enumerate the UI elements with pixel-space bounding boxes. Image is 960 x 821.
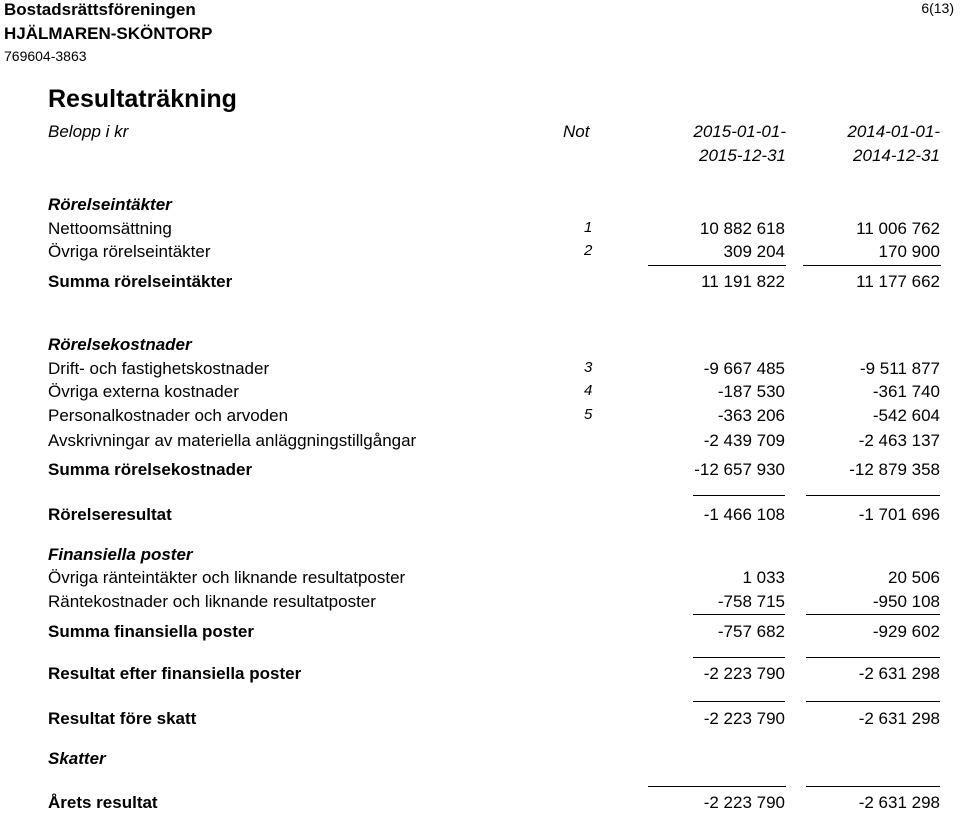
result-value-2015: -2 223 790 [703,664,785,683]
row-value-2015: -187 530 [717,382,785,401]
row-value-2015: -758 715 [717,592,785,611]
row-value-2015: -2 439 709 [703,431,785,450]
org-name-secondary: HJÄLMAREN-SKÖNTORP [4,24,213,43]
sum-label: Summa rörelsekostnader [48,460,253,479]
sum-rule [693,495,785,496]
sum-rule [693,614,785,615]
row-value-2015: 1 033 [742,568,785,587]
sum-rule [648,265,786,266]
row-value-2014: -361 740 [872,382,940,401]
result-value-2014: -2 631 298 [858,793,940,812]
column-header-2015-start: 2015-01-01- [693,122,786,141]
row-value-2014: 170 900 [878,242,940,261]
row-label: Avskrivningar av materiella anläggningstillgångar [48,431,417,450]
section-heading-rorelsekostnader: Rörelsekostnader [48,335,192,354]
sum-value-2015: 11 191 822 [701,272,785,291]
row-value-2014: -9 511 877 [859,359,940,378]
column-header-label: Belopp i kr [48,122,129,141]
result-value-2014: -2 631 298 [858,664,940,683]
sum-rule [693,657,785,658]
sum-rule [806,786,940,787]
row-note: 4 [584,382,593,399]
section-heading-rorelseintakter: Rörelseintäkter [48,195,172,214]
row-value-2014: 20 506 [888,568,940,587]
section-heading-finansiella: Finansiella poster [48,545,193,564]
page-title: Resultaträkning [48,85,237,113]
page-number: 6(13) [921,0,954,16]
sum-value-2015: -757 682 [717,622,785,641]
column-header-2015-end: 2015-12-31 [699,146,786,165]
section-heading-skatter: Skatter [48,749,106,768]
row-value-2014: -542 604 [872,406,940,425]
result-value-2015: -2 223 790 [703,793,785,812]
row-value-2015: -9 667 485 [703,359,785,378]
row-label: Personalkostnader och arvoden [48,406,289,425]
result-value-2014: -2 631 298 [858,709,940,728]
row-value-2015: 309 204 [723,242,785,261]
row-note: 5 [584,406,593,423]
row-note: 2 [584,242,593,259]
row-label: Övriga rörelseintäkter [48,242,211,261]
column-header-note: Not [563,122,590,141]
column-header-2014-start: 2014-01-01- [847,122,940,141]
sum-rule [693,701,785,702]
sum-label: Summa finansiella poster [48,622,254,641]
result-label: Årets resultat [48,793,158,812]
row-label: Övriga ränteintäkter och liknande resultatposter [48,568,406,587]
row-value-2014: -2 463 137 [858,431,940,450]
sum-rule [806,495,940,496]
sum-rule [806,701,940,702]
row-value-2014: -950 108 [872,592,940,611]
sum-value-2015: -12 657 930 [694,460,785,479]
sum-label: Summa rörelseintäkter [48,272,233,291]
org-number: 769604-3863 [4,48,87,64]
row-value-2014: 11 006 762 [856,219,940,238]
row-label: Drift- och fastighetskostnader [48,359,270,378]
column-header-2014-end: 2014-12-31 [853,146,940,165]
org-name: Bostadsrättsföreningen [4,0,196,19]
sum-rule [648,786,786,787]
row-value-2015: -363 206 [717,406,785,425]
row-label: Nettoomsättning [48,219,172,238]
result-value-2015: -2 223 790 [703,709,785,728]
sum-value-2014: -12 879 358 [849,460,940,479]
row-label: Räntekostnader och liknande resultatposter [48,592,376,611]
sum-rule [806,614,940,615]
row-value-2015: 10 882 618 [699,219,785,238]
result-value-2015: -1 466 108 [703,505,785,524]
sum-rule [803,265,941,266]
row-note: 1 [584,219,593,236]
sum-value-2014: 11 177 662 [856,272,940,291]
result-value-2014: -1 701 696 [858,505,940,524]
row-label: Övriga externa kostnader [48,382,239,401]
result-label: Resultat efter finansiella poster [48,664,302,683]
row-note: 3 [584,359,593,376]
sum-rule [806,657,940,658]
sum-value-2014: -929 602 [872,622,940,641]
result-label: Rörelseresultat [48,505,172,524]
result-label: Resultat före skatt [48,709,197,728]
